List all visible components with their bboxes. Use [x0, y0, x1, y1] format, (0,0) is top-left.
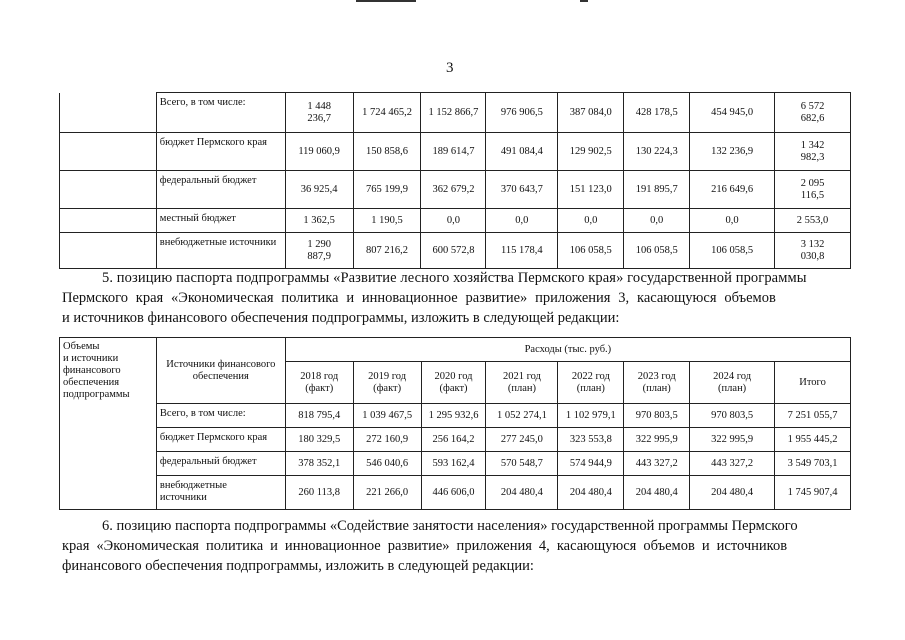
value-cell [558, 93, 624, 133]
value: 593 162,4 [432, 457, 475, 469]
value-cell [690, 93, 775, 133]
value-cell [421, 452, 486, 476]
value: 976 906,5 [500, 106, 543, 118]
value-cell [775, 233, 851, 269]
value: 3 549 703,1 [787, 457, 838, 469]
value-cell [285, 133, 353, 171]
paragraph-5-line: и источников финансового обеспечения подпрограммы, изложить в следующей редакции: [62, 310, 620, 326]
value-cell [285, 171, 353, 209]
value: 277 245,0 [500, 433, 543, 445]
source-label: бюджет Пермского края [159, 137, 268, 148]
value-cell [690, 233, 775, 269]
year-header: 2020 год (факт) [434, 370, 473, 394]
value: 36 925,4 [300, 183, 338, 195]
value: 1 102 979,1 [565, 409, 616, 421]
value: 256 164,2 [432, 433, 475, 445]
value: 0,0 [446, 214, 460, 226]
value-cell [353, 171, 421, 209]
year-header: Итого [799, 376, 826, 388]
year-header-cell [690, 362, 775, 404]
paragraph-6-line: 6. позицию паспорта подпрограммы «Содействие занятости населения» государственной программы Пермского [102, 518, 798, 534]
value-cell [624, 233, 690, 269]
value-cell [690, 428, 775, 452]
value: 1 448 236,7 [307, 100, 331, 124]
value: 1 052 274,1 [496, 409, 547, 421]
source-label-cell [156, 233, 285, 269]
source-label-cell [156, 171, 285, 209]
table-row [60, 209, 851, 233]
value-cell [486, 233, 558, 269]
value: 1 342 982,3 [800, 139, 825, 163]
value: 129 902,5 [569, 145, 612, 157]
value-cell [285, 476, 353, 510]
page-number: 3 [446, 60, 454, 76]
value-cell [775, 133, 851, 171]
value: 151 123,0 [569, 183, 612, 195]
value-cell [624, 404, 690, 428]
objects-blank-cell [60, 233, 157, 269]
year-header-cell [775, 362, 851, 404]
value: 428 178,5 [635, 106, 678, 118]
value: 3 132 030,8 [800, 238, 825, 262]
source-label-cell [156, 133, 285, 171]
value: 106 058,5 [635, 244, 678, 256]
value-cell [624, 452, 690, 476]
value-cell [690, 452, 775, 476]
value: 322 995,9 [711, 433, 754, 445]
value: 1 152 866,7 [428, 106, 479, 118]
year-header-cell [558, 362, 624, 404]
year-header: 2024 год (план) [713, 370, 752, 394]
value: 106 058,5 [569, 244, 612, 256]
value: 443 327,2 [635, 457, 678, 469]
value: 387 084,0 [569, 106, 612, 118]
value-cell [690, 133, 775, 171]
paragraph-5 [62, 268, 850, 328]
value-cell [624, 476, 690, 510]
source-label: внебюджетные источники [159, 237, 277, 248]
value: 323 553,8 [569, 433, 612, 445]
value: 454 945,0 [711, 106, 754, 118]
value-cell [353, 428, 421, 452]
value-cell [486, 404, 558, 428]
objects-blank-cell [60, 93, 157, 133]
value-cell [775, 452, 851, 476]
value: 818 795,4 [298, 409, 341, 421]
value: 189 614,7 [432, 145, 475, 157]
value: 115 178,4 [501, 244, 543, 256]
value: 150 858,6 [366, 145, 409, 157]
year-header: 2021 год (план) [502, 370, 541, 394]
value-cell [486, 476, 558, 510]
value-cell [486, 133, 558, 171]
value: 1 362,5 [303, 214, 335, 226]
value-cell [353, 209, 421, 233]
value: 443 327,2 [711, 457, 754, 469]
table-row [60, 476, 851, 510]
value-cell [558, 404, 624, 428]
top-rule-right [580, 0, 588, 2]
value: 970 803,5 [635, 409, 678, 421]
paragraph-5-line: 5. позицию паспорта подпрограммы «Развитие лесного хозяйства Пермского края» государственной программы [102, 270, 807, 286]
table-row [60, 452, 851, 476]
value-cell [421, 233, 486, 269]
value-cell [690, 476, 775, 510]
sources-header: Источники финансового обеспечения [166, 358, 276, 382]
funding-table-forest [59, 337, 851, 510]
value-cell [624, 428, 690, 452]
value-cell [421, 428, 486, 452]
value: 570 548,7 [500, 457, 543, 469]
source-label: местный бюджет [159, 213, 236, 224]
value-cell [421, 209, 486, 233]
value: 272 160,9 [366, 433, 409, 445]
value-cell [486, 93, 558, 133]
source-label: федеральный бюджет [159, 175, 257, 186]
value-cell [486, 171, 558, 209]
objects-blank-cell [60, 133, 157, 171]
value-cell [558, 476, 624, 510]
value: 546 040,6 [366, 457, 409, 469]
value-cell [558, 428, 624, 452]
table-row [60, 171, 851, 209]
top-rule-left [356, 0, 416, 2]
funding-table-continued [59, 92, 851, 269]
value-cell [775, 404, 851, 428]
value: 1 190,5 [371, 214, 403, 226]
year-header: 2022 год (план) [571, 370, 610, 394]
value-cell [486, 209, 558, 233]
value: 370 643,7 [500, 183, 543, 195]
source-label-cell [156, 209, 285, 233]
value-cell [285, 233, 353, 269]
value-cell [353, 452, 421, 476]
value-cell [353, 233, 421, 269]
value: 204 480,4 [711, 486, 754, 498]
value-cell [285, 404, 353, 428]
value: 2 553,0 [796, 214, 829, 226]
value-cell [285, 452, 353, 476]
table-row [60, 404, 851, 428]
expenses-header-cell [285, 338, 850, 362]
value-cell [558, 233, 624, 269]
year-header-cell [353, 362, 421, 404]
value-cell [690, 209, 775, 233]
value: 191 895,7 [635, 183, 678, 195]
value: 204 480,4 [500, 486, 543, 498]
table-row [60, 133, 851, 171]
value: 491 084,4 [500, 145, 543, 157]
value: 1 039 467,5 [362, 409, 413, 421]
source-label-cell [156, 93, 285, 133]
value: 362 679,2 [432, 183, 475, 195]
paragraph-6-line: финансового обеспечения подпрограммы, изложить в следующей редакции: [62, 558, 534, 574]
value: 204 480,4 [569, 486, 612, 498]
value: 260 113,8 [298, 486, 341, 498]
value: 130 224,3 [635, 145, 678, 157]
source-label-cell [156, 428, 285, 452]
value: 221 266,0 [366, 486, 409, 498]
value-cell [353, 404, 421, 428]
value-cell [558, 209, 624, 233]
value-cell [775, 476, 851, 510]
objects-blank-cell [60, 209, 157, 233]
value-cell [775, 428, 851, 452]
value-cell [486, 428, 558, 452]
value-cell [558, 171, 624, 209]
paragraph-6-line: края «Экономическая политика и инновационное развитие» приложения 4, касающуюся объемов и источников [62, 538, 788, 554]
value-cell [690, 171, 775, 209]
value-cell [775, 171, 851, 209]
value-cell [421, 404, 486, 428]
source-label-cell [156, 476, 285, 510]
value: 1 290 887,9 [307, 238, 331, 262]
objects-label-cell [60, 338, 157, 510]
value-cell [285, 428, 353, 452]
value: 0,0 [584, 214, 598, 226]
value: 378 352,1 [298, 457, 341, 469]
value: 132 236,9 [711, 145, 754, 157]
value-cell [558, 133, 624, 171]
value: 807 216,2 [366, 244, 409, 256]
value: 0,0 [650, 214, 664, 226]
value: 322 995,9 [635, 433, 678, 445]
expenses-header: Расходы (тыс. руб.) [524, 343, 612, 355]
table-row [60, 93, 851, 133]
value-cell [353, 93, 421, 133]
value: 1 955 445,2 [787, 433, 838, 445]
value-cell [285, 93, 353, 133]
objects-label: Объемы и источники финансового обеспечения подпрограммы [63, 341, 130, 400]
year-header-cell [285, 362, 353, 404]
value: 446 606,0 [432, 486, 475, 498]
value: 574 944,9 [569, 457, 612, 469]
source-label-cell [156, 452, 285, 476]
objects-blank-cell [60, 171, 157, 209]
value-cell [624, 171, 690, 209]
source-label-cell [156, 404, 285, 428]
year-header: 2018 год (факт) [300, 370, 339, 394]
value-cell [775, 93, 851, 133]
value-cell [421, 133, 486, 171]
source-label: Всего, в том числе: [159, 408, 246, 419]
source-label: федеральный бюджет [159, 456, 257, 467]
source-label: внебюджетные источники [159, 480, 227, 503]
value-cell [421, 476, 486, 510]
value-cell [624, 133, 690, 171]
year-header: 2019 год (факт) [368, 370, 407, 394]
value-cell [353, 476, 421, 510]
value-cell [624, 209, 690, 233]
value-cell [421, 171, 486, 209]
value: 600 572,8 [432, 244, 475, 256]
value: 216 649,6 [711, 183, 754, 195]
value: 1 745 907,4 [787, 486, 838, 498]
value: 119 060,9 [298, 145, 340, 157]
value: 180 329,5 [298, 433, 341, 445]
value: 1 724 465,2 [362, 106, 412, 118]
paragraph-5-line: Пермского края «Экономическая политика и инновационное развитие» приложения 3, касающуюся объемов [62, 290, 776, 306]
source-label: бюджет Пермского края [159, 432, 268, 443]
value-cell [285, 209, 353, 233]
value: 6 572 682,6 [800, 100, 825, 124]
year-header-cell [421, 362, 486, 404]
value: 970 803,5 [711, 409, 754, 421]
value-cell [775, 209, 851, 233]
year-header-cell [486, 362, 558, 404]
value: 1 295 932,6 [428, 409, 479, 421]
paragraph-6 [62, 516, 850, 576]
value: 0,0 [515, 214, 529, 226]
year-header-cell [624, 362, 690, 404]
table-row [60, 428, 851, 452]
table-row [60, 233, 851, 269]
value: 7 251 055,7 [787, 409, 838, 421]
source-label: Всего, в том числе: [159, 97, 246, 108]
value: 2 095 116,5 [800, 177, 825, 201]
value-cell [486, 452, 558, 476]
value-cell [624, 93, 690, 133]
value-cell [353, 133, 421, 171]
value: 0,0 [725, 214, 739, 226]
sources-header-cell [156, 338, 285, 404]
value: 765 199,9 [366, 183, 409, 195]
value-cell [558, 452, 624, 476]
value: 106 058,5 [711, 244, 754, 256]
value-cell [421, 93, 486, 133]
year-header: 2023 год (план) [637, 370, 676, 394]
value-cell [690, 404, 775, 428]
value: 204 480,4 [635, 486, 678, 498]
